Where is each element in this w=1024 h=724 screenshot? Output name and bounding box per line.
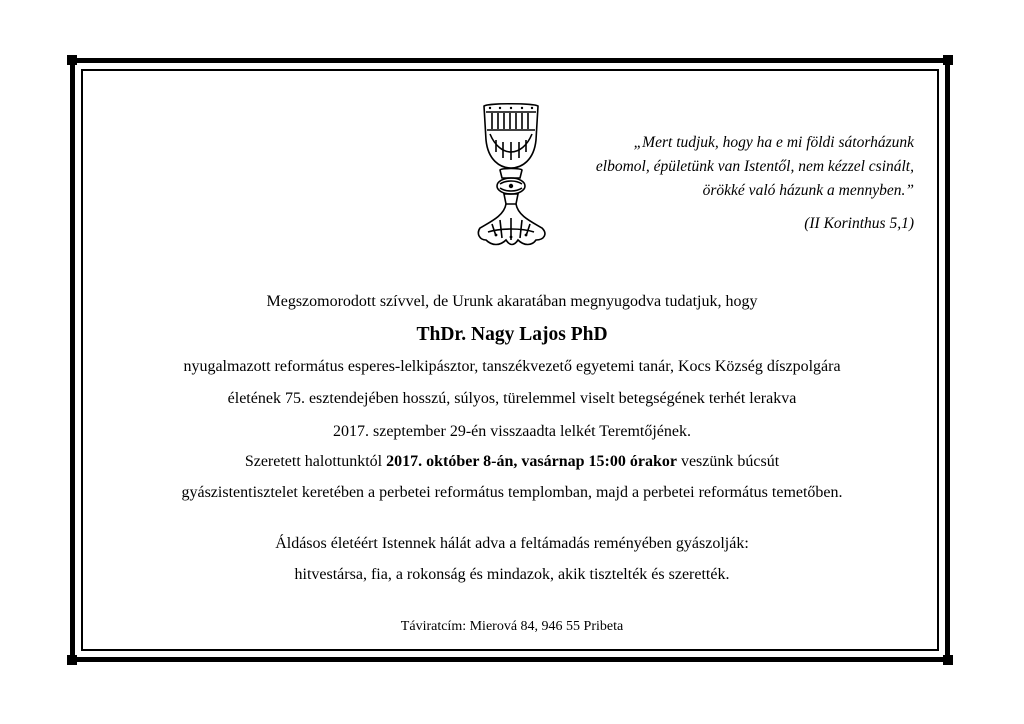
bible-quote: [494, 131, 914, 236]
corner-ornament: [943, 655, 953, 665]
corner-ornament: [67, 655, 77, 665]
quote-line: örökké való házunk a mennyben.”: [702, 182, 914, 199]
death-date-line: 2017. szeptember 29-én visszaadta lelkét Teremtőjének.: [332, 423, 691, 440]
funeral-datetime: 2017. október 8-án, vasárnap 15:00 órakor: [386, 453, 677, 470]
funeral-line: [80, 453, 944, 471]
quote-reference: (II Korinthus 5,1): [804, 215, 914, 232]
funeral-prefix: Szeretett halottunktól: [244, 453, 387, 470]
deceased-name: ThDr. Nagy Lajos PhD: [416, 324, 608, 345]
corner-ornament: [67, 55, 77, 65]
thanks-line: Áldásos életéért Istennek hálát adva a feltámadás reményében gyászolják:: [275, 535, 749, 552]
age-line: életének 75. esztendejében hosszú, súlyos, türelemmel viselt betegségének terhét lerakva: [227, 390, 797, 407]
quote-line: elbomol, épületünk van Istentől, nem kézzel csinált,: [595, 158, 914, 175]
intro-line: Megszomorodott szívvel, de Urunk akaratában megnyugodva tudatjuk, hogy: [266, 293, 758, 310]
mourners-line: hitvestársa, fia, a rokonság és mindazok, akik tisztelték és szerették.: [294, 566, 730, 583]
quote-line: „Mert tudjuk, hogy ha e mi földi sátorházunk: [633, 134, 914, 151]
funeral-suffix: veszünk búcsút: [676, 453, 780, 470]
telegram-address: Táviratcím: Mierová 84, 946 55 Pribeta: [400, 619, 624, 634]
funeral-place-line: gyászistentisztelet keretében a perbetei református templomban, majd a perbetei református temetőben.: [181, 484, 843, 501]
corner-ornament: [943, 55, 953, 65]
deceased-titles: nyugalmazott református esperes-lelkipásztor, tanszékvezető egyetemi tanár, Kocs Község díszpolgára: [183, 358, 841, 375]
